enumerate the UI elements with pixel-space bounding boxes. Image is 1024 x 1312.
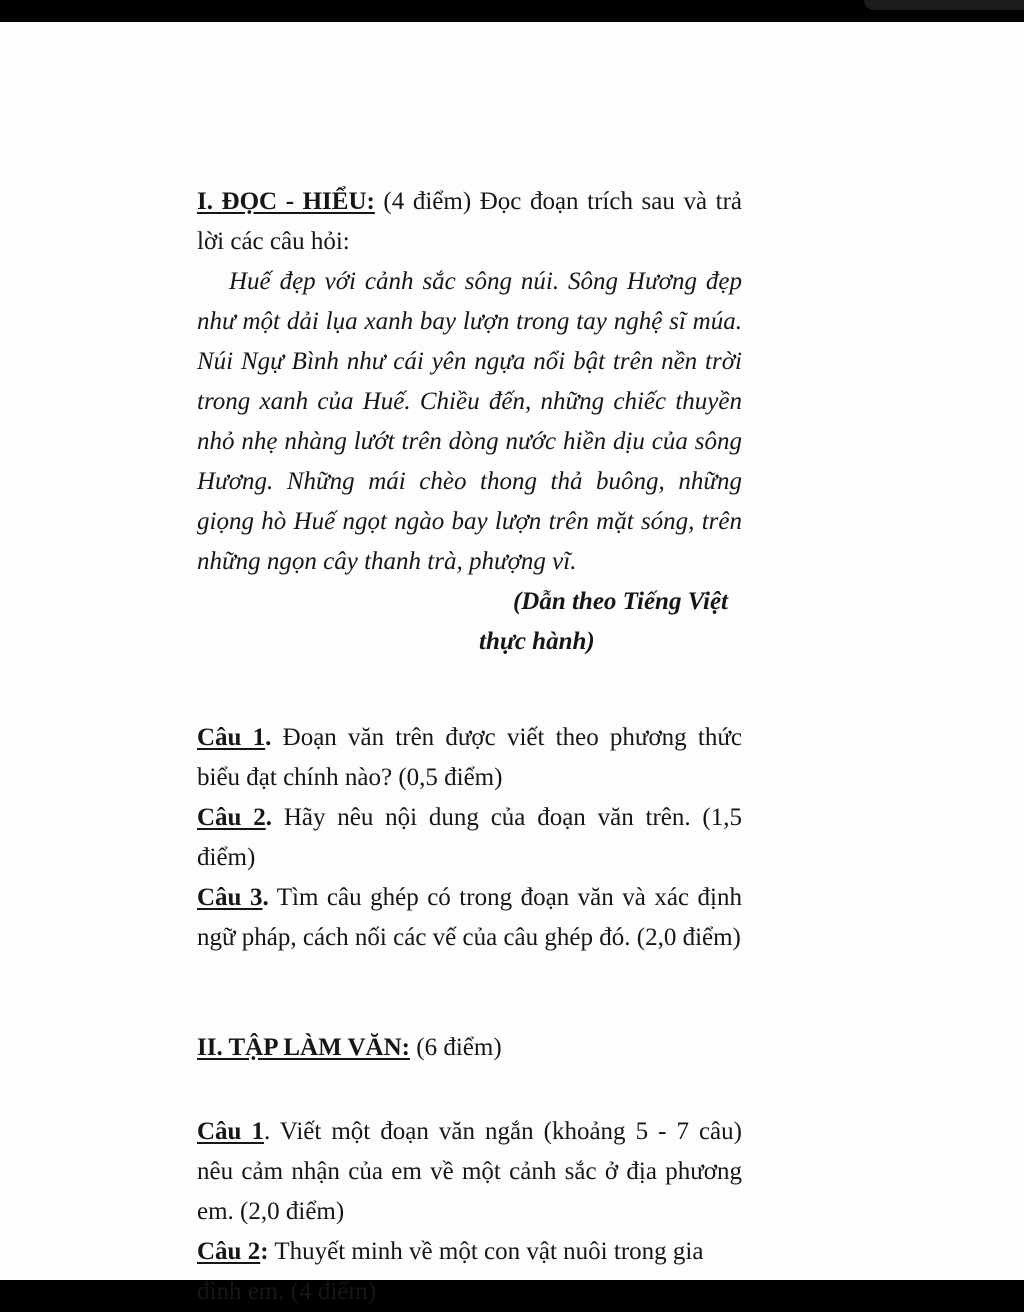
- part2-intro: (6 điểm): [410, 1034, 502, 1061]
- top-bar-pill: [864, 0, 1024, 10]
- writing-question-2: Câu 2: Thuyết minh về một con vật nuôi trong gia đình em. (4 điểm): [197, 1238, 704, 1305]
- document-page: [0, 22, 1024, 1305]
- writing-question-2-label: Câu 2: [197, 1238, 261, 1265]
- reading-passage: Huế đẹp với cảnh sắc sông núi. Sông Hương đẹp như một dải lụa xanh bay lượn trong tay nghệ sĩ múa. Núi Ngự Bình như cái yên ngựa nổi bật trên nền trời trong xanh của Huế. Chiều đến, những chiếc thuyền nhỏ nhẹ nhàng lướt trên dòng nước hiền dịu của sông Hương. Những mái chèo thong thả buông, những giọng hò Huế ngọt ngào bay lượn trên mặt sóng, trên những ngọn cây thanh trà, phượng vĩ.: [197, 268, 742, 575]
- question-3-label: Câu 3: [197, 884, 263, 911]
- part1-intro: (4 điểm) Đọc đoạn trích sau và trả lời các câu hỏi:: [197, 188, 742, 255]
- question-2: Câu 2. Hãy nêu nội dung của đoạn văn trên. (1,5 điểm): [197, 804, 742, 871]
- question-3-text: Tìm câu ghép có trong đoạn văn và xác định ngữ pháp, cách nối các vế của câu ghép đó. (2,0 điểm): [197, 884, 742, 951]
- part2-header: [197, 1028, 742, 1068]
- exam-content: [197, 182, 742, 1312]
- writing-question-2-text: Thuyết minh về một con vật nuôi trong gia đình em. (4 điểm): [197, 1238, 704, 1305]
- part1-heading: I. ĐỌC - HIỂU:: [197, 188, 375, 215]
- part1-header: [197, 182, 742, 262]
- question-2-text: Hãy nêu nội dung của đoạn văn trên. (1,5 điểm): [197, 804, 742, 871]
- source-line-1: (Dẫn theo Tiếng Việt: [512, 588, 728, 615]
- question-1-text: Đoạn văn trên được viết theo phương thức biểu đạt chính nào? (0,5 điểm): [197, 724, 742, 791]
- question-2-label: Câu 2: [197, 804, 266, 831]
- top-bar: [0, 0, 1024, 22]
- source-line-2: thực hành): [479, 628, 595, 655]
- writing-question-1-text: Viết một đoạn văn ngắn (khoảng 5 - 7 câu) nêu cảm nhận của em về một cảnh sắc ở địa phương em. (2,0 điểm): [197, 1118, 742, 1225]
- part2-heading: II. TẬP LÀM VĂN:: [197, 1034, 410, 1061]
- question-1-label: Câu 1: [197, 724, 266, 751]
- writing-question-1: Câu 1. Viết một đoạn văn ngắn (khoảng 5 - 7 câu) nêu cảm nhận của em về một cảnh sắc ở địa phương em. (2,0 điểm): [197, 1118, 742, 1225]
- question-3: Câu 3. Tìm câu ghép có trong đoạn văn và xác định ngữ pháp, cách nối các vế của câu ghép đó. (2,0 điểm): [197, 884, 742, 951]
- question-1: Câu 1. Đoạn văn trên được viết theo phương thức biểu đạt chính nào? (0,5 điểm): [197, 724, 742, 791]
- writing-question-1-label: Câu 1: [197, 1118, 264, 1145]
